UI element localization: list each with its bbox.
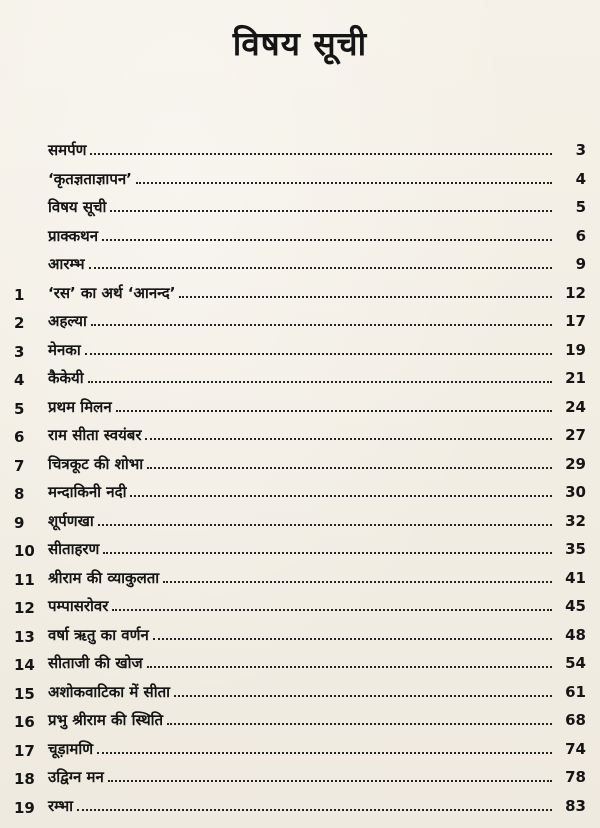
- chapter-title: समर्पण: [48, 141, 87, 159]
- toc-line: [48, 368, 586, 388]
- table-of-contents: [0, 140, 600, 824]
- page-number: 24: [565, 397, 586, 416]
- page-number: 32: [565, 511, 586, 530]
- page-number: 74: [565, 739, 586, 758]
- toc-entry: [0, 283, 600, 312]
- chapter-title: मेनका: [48, 340, 81, 359]
- page-number: 17: [565, 312, 586, 330]
- chapter-number: 19: [14, 798, 35, 817]
- dot-leader: [91, 312, 552, 326]
- chapter-number: 1: [14, 285, 25, 304]
- toc-line: [48, 796, 586, 816]
- page-title: विषय सूची: [232, 24, 368, 63]
- dot-leader: [130, 483, 552, 497]
- toc-entry: [0, 767, 600, 796]
- chapter-title: सीताहरण: [48, 540, 100, 558]
- toc-entry: [0, 226, 600, 255]
- toc-entry: [0, 311, 600, 340]
- chapter-number: 5: [14, 399, 25, 418]
- chapter-title: वर्षा ऋतु का वर्णन: [48, 625, 149, 644]
- page-number: 78: [565, 768, 586, 786]
- page-number: 4: [575, 169, 586, 188]
- toc-line: [48, 454, 586, 474]
- dot-leader: [85, 341, 552, 355]
- toc-line: [48, 197, 586, 217]
- toc-line: [48, 140, 586, 160]
- chapter-number: 10: [14, 542, 35, 560]
- dot-leader: [77, 797, 552, 811]
- page-number: 21: [565, 369, 586, 387]
- chapter-number: 8: [14, 485, 25, 503]
- dot-leader: [116, 398, 552, 412]
- toc-entry: [0, 340, 600, 369]
- toc-entry: [0, 169, 600, 198]
- page-number: 5: [575, 198, 586, 216]
- page-number: 54: [565, 654, 586, 672]
- toc-entry: [0, 511, 600, 540]
- page-number: 9: [575, 255, 586, 273]
- chapter-title: रम्भा: [48, 796, 74, 815]
- dot-leader: [163, 569, 552, 583]
- toc-line: [48, 169, 586, 189]
- toc-line: [48, 710, 586, 730]
- page-number: 41: [565, 568, 586, 587]
- dot-leader: [110, 198, 552, 212]
- toc-line: [48, 425, 586, 445]
- chapter-number: 9: [14, 513, 25, 532]
- page-number: 6: [575, 226, 586, 245]
- chapter-number: 12: [14, 599, 35, 617]
- toc-line: [48, 511, 586, 531]
- toc-entry: [0, 454, 600, 483]
- chapter-title: राम सीता स्वयंबर: [48, 426, 142, 444]
- toc-line: [48, 539, 586, 559]
- chapter-title: चित्रकूट की शोभा: [48, 454, 144, 473]
- toc-line: [48, 340, 586, 360]
- toc-entry: [0, 397, 600, 426]
- toc-line: [48, 653, 586, 673]
- toc-line: [48, 311, 586, 331]
- dot-leader: [174, 683, 552, 697]
- toc-entry: [0, 739, 600, 768]
- page-number: 45: [565, 597, 586, 615]
- dot-leader: [102, 227, 552, 241]
- toc-line: [48, 482, 586, 502]
- dot-leader: [147, 654, 552, 668]
- chapter-title: ‘रस’ का अर्थ ‘आनन्द’: [48, 283, 176, 302]
- page-number: 83: [565, 796, 586, 815]
- toc-entry: [0, 796, 600, 825]
- chapter-number: 15: [14, 684, 35, 703]
- toc-entry: [0, 653, 600, 682]
- toc-line: [48, 596, 586, 616]
- toc-entry: [0, 539, 600, 568]
- toc-entry: [0, 197, 600, 226]
- page-number: 61: [565, 682, 586, 701]
- chapter-title: सीताजी की खोज: [48, 654, 143, 672]
- dot-leader: [97, 740, 552, 754]
- dot-leader: [103, 540, 552, 554]
- chapter-title: प्रभु श्रीराम की स्थिति: [48, 711, 164, 729]
- toc-line: [48, 625, 586, 645]
- chapter-title: श्रीराम की व्याकुलता: [48, 568, 160, 587]
- toc-line: [48, 254, 586, 274]
- dot-leader: [153, 626, 552, 640]
- page-number: 19: [565, 340, 586, 359]
- dot-leader: [136, 170, 552, 184]
- chapter-title: विषय सूची: [48, 198, 107, 216]
- chapter-title: प्रथम मिलन: [48, 397, 112, 416]
- chapter-title: चूड़ामणि: [48, 739, 94, 758]
- chapter-number: 14: [14, 656, 35, 674]
- chapter-title: मन्दाकिनी नदी: [48, 483, 127, 501]
- chapter-title: पम्पासरोवर: [48, 597, 109, 615]
- toc-entry: [0, 625, 600, 654]
- chapter-number: 2: [14, 314, 25, 332]
- page-number: 3: [575, 141, 586, 159]
- toc-entry: [0, 568, 600, 597]
- chapter-number: 16: [14, 713, 35, 731]
- toc-entry: [0, 425, 600, 454]
- chapter-number: 3: [14, 342, 25, 361]
- dot-leader: [89, 255, 552, 269]
- toc-line: [48, 739, 586, 759]
- chapter-title: शूर्पणखा: [48, 511, 94, 530]
- chapter-title: आरम्भ: [48, 255, 85, 273]
- toc-line: [48, 226, 586, 246]
- chapter-title: अशोकवाटिका में सीता: [48, 682, 171, 701]
- chapter-title: ‘कृतज्ञताज्ञापन’: [48, 169, 132, 188]
- toc-entry: [0, 140, 600, 169]
- chapter-number: 13: [14, 627, 35, 646]
- chapter-number: 18: [14, 770, 35, 788]
- chapter-number: 6: [14, 428, 25, 446]
- toc-entry: [0, 254, 600, 283]
- dot-leader: [112, 597, 552, 611]
- page-number: 30: [565, 483, 586, 501]
- dot-leader: [167, 711, 552, 725]
- toc-entry: [0, 710, 600, 739]
- chapter-title: प्राक्कथन: [48, 226, 99, 245]
- toc-line: [48, 767, 586, 787]
- dot-leader: [108, 768, 552, 782]
- page-number: 27: [565, 426, 586, 444]
- chapter-title: कैकेयी: [48, 369, 84, 387]
- dot-leader: [90, 141, 552, 155]
- chapter-number: 17: [14, 741, 35, 760]
- toc-entry: [0, 482, 600, 511]
- page-number: 29: [565, 454, 586, 473]
- chapter-title: अहल्या: [48, 312, 87, 330]
- dot-leader: [145, 426, 552, 440]
- toc-line: [48, 568, 586, 588]
- toc-line: [48, 283, 586, 303]
- chapter-number: 4: [14, 371, 25, 389]
- toc-line: [48, 682, 586, 702]
- page-number: 12: [565, 283, 586, 302]
- page-number: 68: [565, 711, 586, 729]
- toc-entry: [0, 682, 600, 711]
- chapter-number: 7: [14, 456, 25, 475]
- toc-entry: [0, 368, 600, 397]
- page-number: 48: [565, 625, 586, 644]
- toc-line: [48, 397, 586, 417]
- toc-entry: [0, 596, 600, 625]
- dot-leader: [147, 455, 552, 469]
- chapter-number: 11: [14, 570, 35, 589]
- dot-leader: [88, 369, 552, 383]
- dot-leader: [98, 512, 552, 526]
- chapter-title: उद्विग्न मन: [48, 768, 104, 786]
- page-number: 35: [565, 540, 586, 558]
- dot-leader: [179, 284, 552, 298]
